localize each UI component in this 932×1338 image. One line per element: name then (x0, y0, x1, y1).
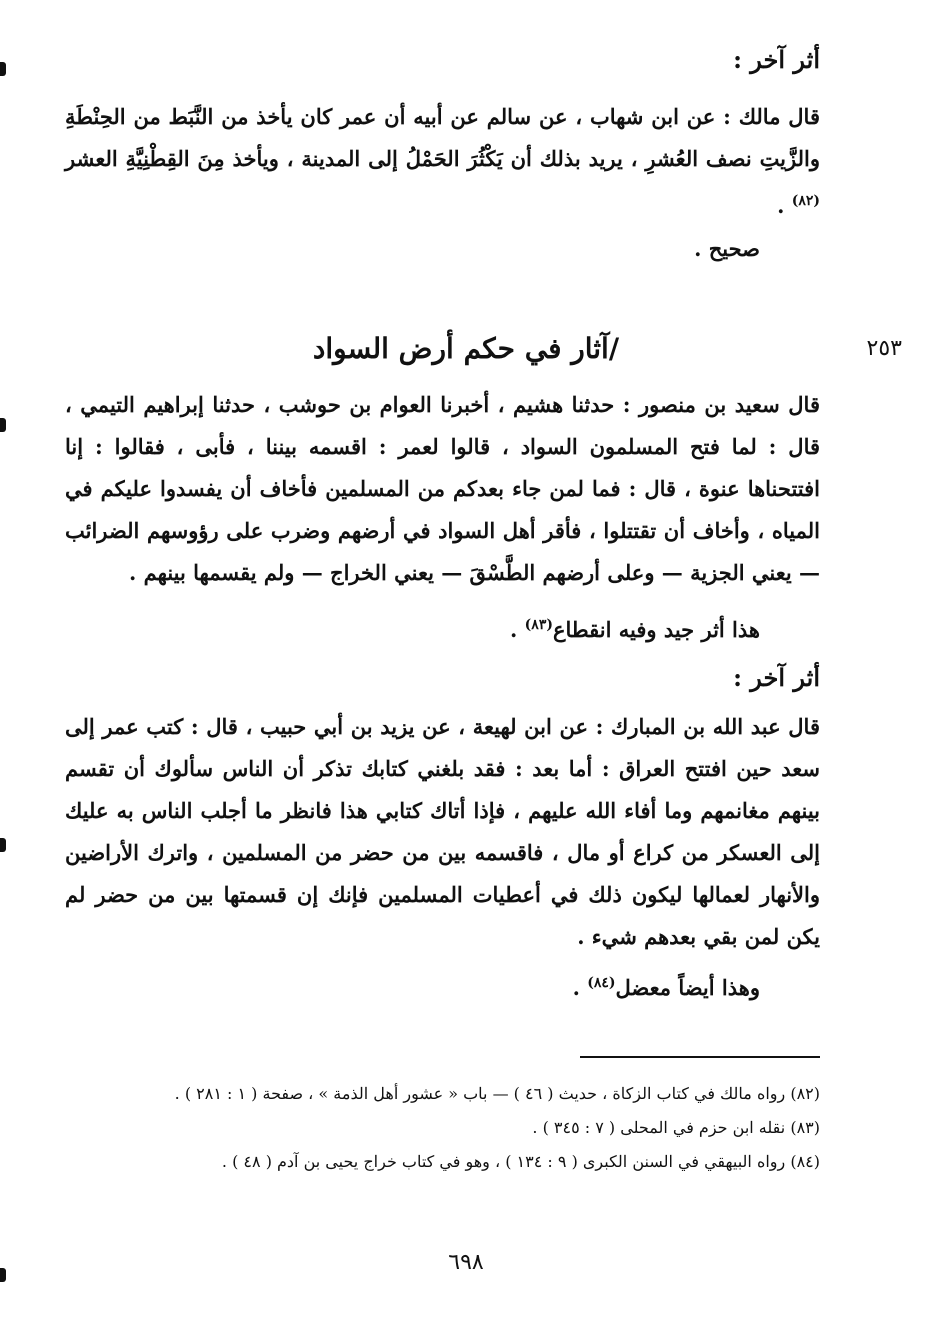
verdict-text: صحيح . (694, 236, 760, 261)
footnote: (٨٢) رواه مالك في كتاب الزكاة ، حديث ( ٤٦ ) — باب « عشور أهل الذمة » ، صفحة ( ١ : ٢٨١ ) . (174, 1084, 820, 1103)
body-end: . (777, 193, 785, 218)
footnote-separator (580, 1056, 820, 1058)
footnote-reference: (٨٣) (524, 617, 553, 633)
verdict-label: وهذا أيضاً معضل (615, 975, 760, 1000)
section-body: قال عبد الله بن المبارك : عن ابن لهيعة ، عن يزيد بن أبي حبيب ، قال : كتب عمر إلى سعد حين افتتح العراق : أما بعد : فقد بلغني كتابك تذكر أن الناس سألوك أن تقسم بينهم مغانمهم وما أفاء الله عليهم ، فإذا أتاك كتابي هذا فانظر ما أجلب الناس به عليك إلى العسكر من كراع أو مال ، فاقسمه بين من حضر من المسلمين ، واترك الأراضين والأنهار لعمالها ليكون ذلك في أعطيات المسلمين فإنك إن قسمتها بين من حضر لم يكن لمن بقي بعدهم شيء . (65, 714, 820, 949)
body-text: قال مالك : عن ابن شهاب ، عن سالم عن أبيه أن عمر كان يأخذ من النَّبَط من الحِنْطَةِ والزَّيتِ نصف العُشرِ ، يريد بذلك أن يَكْثُرَ الحَمْلُ إلى المدينة ، ويأخذ مِنَ القِطْنِيَّةِ العشر (65, 104, 820, 171)
footnote: (٨٤) رواه البيهقي في السنن الكبرى ( ٩ : ١٣٤ ) ، وهو في كتاب خراج يحيى بن آدم ( ٤٨ ) . (221, 1152, 820, 1171)
section-body (65, 96, 820, 222)
page-number: ٦٩٨ (448, 1250, 484, 1275)
binding-mark (0, 62, 6, 76)
verdict-label: هذا أثر جيد وفيه انقطاع (552, 617, 760, 642)
section-heading: أثر آخر : (733, 45, 820, 74)
margin-page-number: ٢٥٣ (866, 336, 902, 361)
verdict-text (65, 604, 820, 651)
footnote: (٨٣) نقله ابن حزم في المحلى ( ٧ : ٣٤٥ ) . (532, 1118, 820, 1137)
verdict-end: . (510, 617, 518, 642)
binding-mark (0, 838, 6, 852)
section-title: /آثار في حكم أرض السواد (312, 332, 620, 365)
binding-mark (0, 418, 6, 432)
footnote-reference: (٨٢) (791, 193, 820, 209)
verdict-end: . (572, 975, 580, 1000)
section-heading: أثر آخر : (733, 663, 820, 692)
footnote-reference: (٨٤) (587, 975, 616, 991)
section-body: قال سعيد بن منصور : حدثنا هشيم ، أخبرنا العوام بن حوشب ، حدثنا إبراهيم التيمي ، قال : لما فتح المسلمون السواد ، قالوا لعمر : اقسمه بيننا ، فأبى ، فقالوا : إنا افتتحناها عنوة ، قال : فما لمن جاء بعدكم من المسلمين فأخاف أن يفسدوا عليكم في المياه ، وأخاف أن تقتتلوا ، فأقر أهل السواد في أرضهم وضرب على رؤوسهم الضرائب — يعني الجزية — وعلى أرضهم الطَّسْقَ — يعني الخراج — ولم يقسمها بينهم . (65, 392, 820, 585)
verdict-text (65, 962, 820, 1009)
